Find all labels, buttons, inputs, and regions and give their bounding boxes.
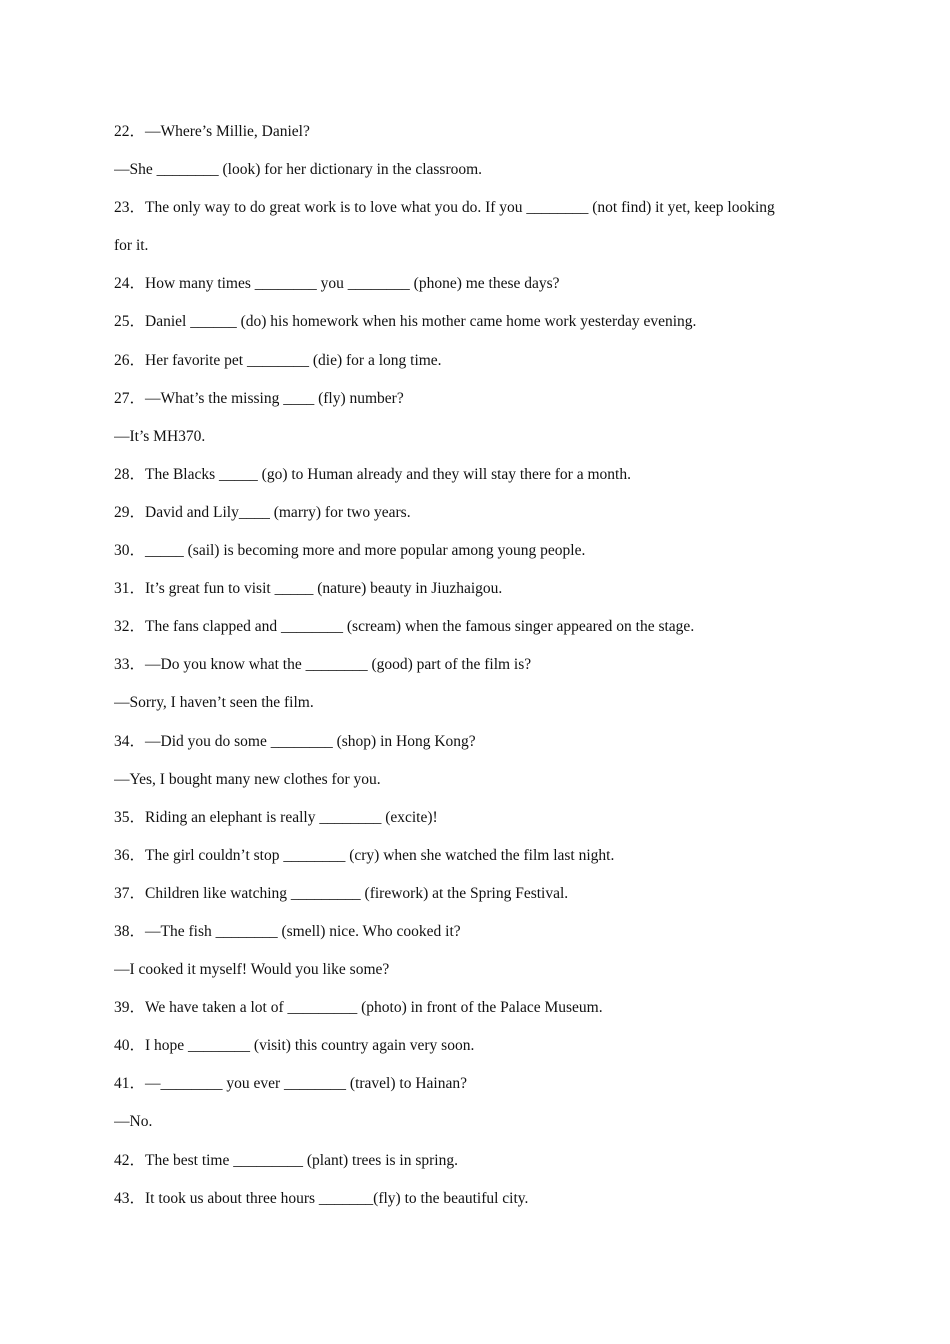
exercise-line: 41．—________ you ever ________ (travel) to Hainan? bbox=[114, 1075, 467, 1093]
exercise-line: —It’s MH370. bbox=[114, 427, 206, 445]
exercise-line: 37．Children like watching _________ (firework) at the Spring Festival. bbox=[114, 884, 569, 902]
exercise-line: 23．The only way to do great work is to love what you do. If you ________ (not find) it yet, keep looking bbox=[114, 199, 775, 217]
exercise-line: 42．The best time _________ (plant) trees is in spring. bbox=[114, 1151, 458, 1169]
exercise-lines bbox=[114, 121, 854, 1226]
exercise-line: 30．_____ (sail) is becoming more and more popular among young people. bbox=[114, 542, 586, 560]
exercise-line: 43．It took us about three hours _______(fly) to the beautiful city. bbox=[114, 1189, 529, 1207]
exercise-line: 31．It’s great fun to visit _____ (nature) beauty in Jiuzhaigou. bbox=[114, 580, 503, 598]
exercise-line: —Yes, I bought many new clothes for you. bbox=[114, 770, 381, 788]
exercise-line: —I cooked it myself! Would you like some? bbox=[114, 961, 390, 979]
exercise-line: 28．The Blacks _____ (go) to Human already and they will stay there for a month. bbox=[114, 465, 631, 483]
exercise-line: 34．—Did you do some ________ (shop) in Hong Kong? bbox=[114, 732, 476, 750]
exercise-line: 35．Riding an elephant is really ________ (excite)! bbox=[114, 808, 438, 826]
exercise-line: —No. bbox=[114, 1113, 153, 1131]
exercise-line: 36．The girl couldn’t stop ________ (cry) when she watched the film last night. bbox=[114, 846, 615, 864]
exercise-line: 26．Her favorite pet ________ (die) for a long time. bbox=[114, 351, 442, 369]
exercise-line: 29．David and Lily____ (marry) for two years. bbox=[114, 503, 411, 521]
exercise-line: 40．I hope ________ (visit) this country again very soon. bbox=[114, 1037, 475, 1055]
exercise-line: 25．Daniel ______ (do) his homework when his mother came home work yesterday evening. bbox=[114, 313, 697, 331]
exercise-line: 33．—Do you know what the ________ (good) part of the film is? bbox=[114, 656, 532, 674]
exercise-line: 27．—What’s the missing ____ (fly) number? bbox=[114, 389, 404, 407]
exercise-line: 22．—Where’s Millie, Daniel? bbox=[114, 123, 310, 140]
exercise-line: 32．The fans clapped and ________ (scream) when the famous singer appeared on the stage. bbox=[114, 618, 695, 636]
exercise-line: for it. bbox=[114, 237, 149, 255]
exercise-line: —Sorry, I haven’t seen the film. bbox=[114, 694, 314, 712]
exercise-line: 38．—The fish ________ (smell) nice. Who cooked it? bbox=[114, 922, 461, 940]
exercise-line: —She ________ (look) for her dictionary in the classroom. bbox=[114, 161, 483, 179]
exercise-line: 24．How many times ________ you ________ (phone) me these days? bbox=[114, 275, 560, 293]
exercise-line: 39．We have taken a lot of _________ (photo) in front of the Palace Museum. bbox=[114, 999, 603, 1017]
